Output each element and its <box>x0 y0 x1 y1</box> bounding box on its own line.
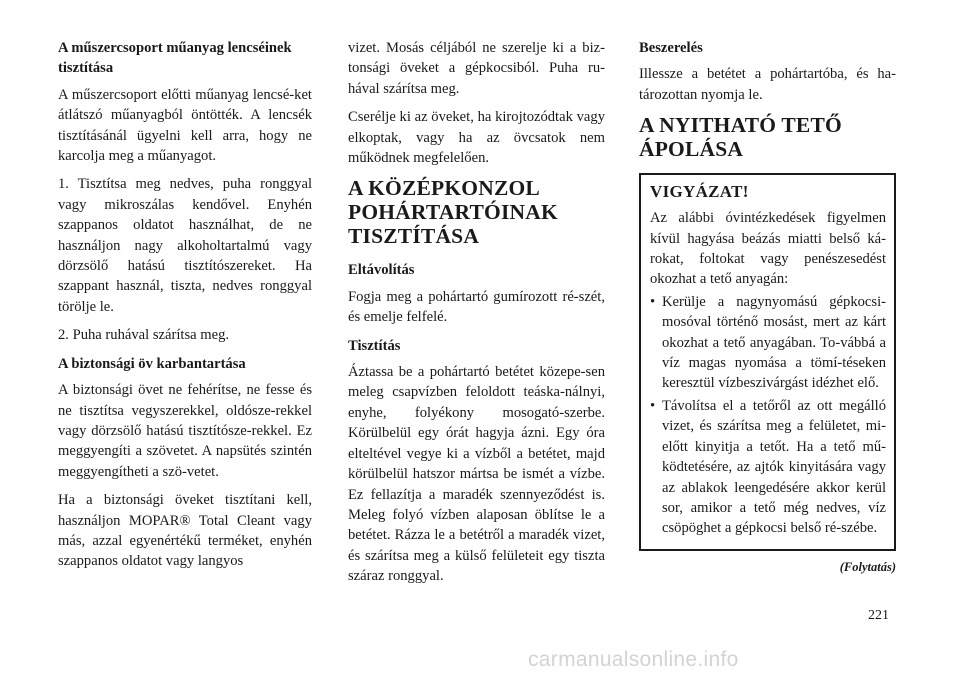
warning-bullet-2 <box>650 396 886 539</box>
paragraph-seatbelt-3: vizet. Mosás céljából ne szerelje ki a biz-tonsági öveket a gépkocsiból. Puha ru-hával szárítsa meg. <box>348 40 605 97</box>
paragraph-seatbelt-1: A biztonsági övet ne fehérítse, ne fesse és ne tisztítsa vegyszerekkel, oldósze-rekkel vagy dörzsölő hatású tisztítósze-rekkel. Ez meggyengíti a szövetet. A napsütés szintén meggyengítheti a szö-vetet. <box>58 382 312 480</box>
paragraph-cleaning: Áztassa be a pohártartó betétet közepe-sen meleg csapvízben feloldott teáska-nálnyi, enyhe, folyékony mosogató-szerbe. Körülbelül egy órát hagyja ázni. Egy óra elteltével vegye ki a vízből a betétet, majd körülbelül hatszor mártsa be ismét a vízbe. Ez fellazítja a maradék szennyeződést is. Meleg folyó vízben alaposan öblítse le a betétet. Rázza le a betétről a maradék vizet, és szárítsa meg a külső felületeit egy tiszta száraz ronggyal. <box>348 364 605 585</box>
step-2: 2. Puha ruhával szárítsa meg. <box>58 327 230 344</box>
continued-label: (Folytatás) <box>839 559 896 574</box>
warning-title: VIGYÁZAT! <box>650 182 749 202</box>
page-number: 221 <box>868 608 889 623</box>
subheading-installation: Beszerelés <box>639 40 703 56</box>
subheading-removal: Eltávolítás <box>348 262 415 279</box>
section-title-cupholders: A KÖZÉPKONZOL POHÁRTARTÓINAK TISZTÍTÁSA <box>348 176 558 249</box>
step-1: 1. Tisztítsa meg nedves, puha ronggyal vagy mikroszálas kendővel. Enyhén szappanos oldatot használhat, de ne használjon nagy alkoholtartalmú vagy dörzsölő hatású tisztítószereket. Ha szappant használ, tiszta, nedves ronggyal törölje le. <box>58 176 312 315</box>
warning-bullet-1-text: Kerülje a nagynyomású gépkocsi-mosóval történő mosást, mert az kárt okozhat a tető anyagában. To-vábbá a víz magas nyomása a tömí-téseken keresztül vízbeszivárgást idézhet elő. <box>662 293 886 392</box>
section-title-sunroof: A NYITHATÓ TETŐ ÁPOLÁSA <box>639 113 842 162</box>
heading-seatbelt-maintenance: A biztonsági öv karbantartása <box>58 355 246 372</box>
warning-bullet-2-text: Távolítsa el a tetőről az ott megálló vizet, és szárítsa meg a felületet, mi-előtt kinyitja a tetőt. Ha a tető mű-ködtetésére, az ajtók kinyitására vagy az ablakok leengedésére akkor kerül sor, amikor a tető még nedves, víz csöpöghet a gépkocsi belső ré-szébe. <box>662 397 886 537</box>
bullet-icon: • <box>650 293 656 310</box>
paragraph-seatbelt-4: Cserélje ki az öveket, ha kirojtozódtak vagy elkoptak, vagy ha az övcsatok nem működnek megfelelően. <box>348 109 605 167</box>
subheading-cleaning: Tisztítás <box>348 337 401 354</box>
paragraph-removal: Fogja meg a pohártartó gumírozott ré-szét, és emelje felfelé. <box>348 288 605 326</box>
warning-bullet-1 <box>650 292 886 394</box>
column-right <box>639 38 896 577</box>
column-left <box>58 38 312 580</box>
paragraph-installation: Illessze a betétet a pohártartóba, és ha-tározottan nyomja le. <box>639 66 896 103</box>
column-middle <box>348 38 605 595</box>
paragraph-seatbelt-2: Ha a biztonsági öveket tisztítani kell, használjon MOPAR® Total Cleant vagy más, azzal egyenértékű terméket, enyhén szappanos oldatot vagy langyos <box>58 492 312 570</box>
warning-intro: Az alábbi óvintézkedések figyelmen kívül hagyása beázás miatti belső ká-rokat, foltokat vagy penészesedést okozhat a tető anyagán: <box>650 210 886 288</box>
watermark: carmanualsonline.info <box>528 648 739 671</box>
heading-lens-cleaning: A műszercsoport műanyag lencséinek tisztítása <box>58 40 292 77</box>
paragraph-lens-intro: A műszercsoport előtti műanyag lencsé-ket átlátszó műanyagból öntötték. A lencsék tisztításánál ügyelni kell arra, hogy ne karcolja meg a műanyagot. <box>58 86 312 165</box>
warning-box <box>639 173 896 551</box>
bullet-icon: • <box>650 397 656 414</box>
